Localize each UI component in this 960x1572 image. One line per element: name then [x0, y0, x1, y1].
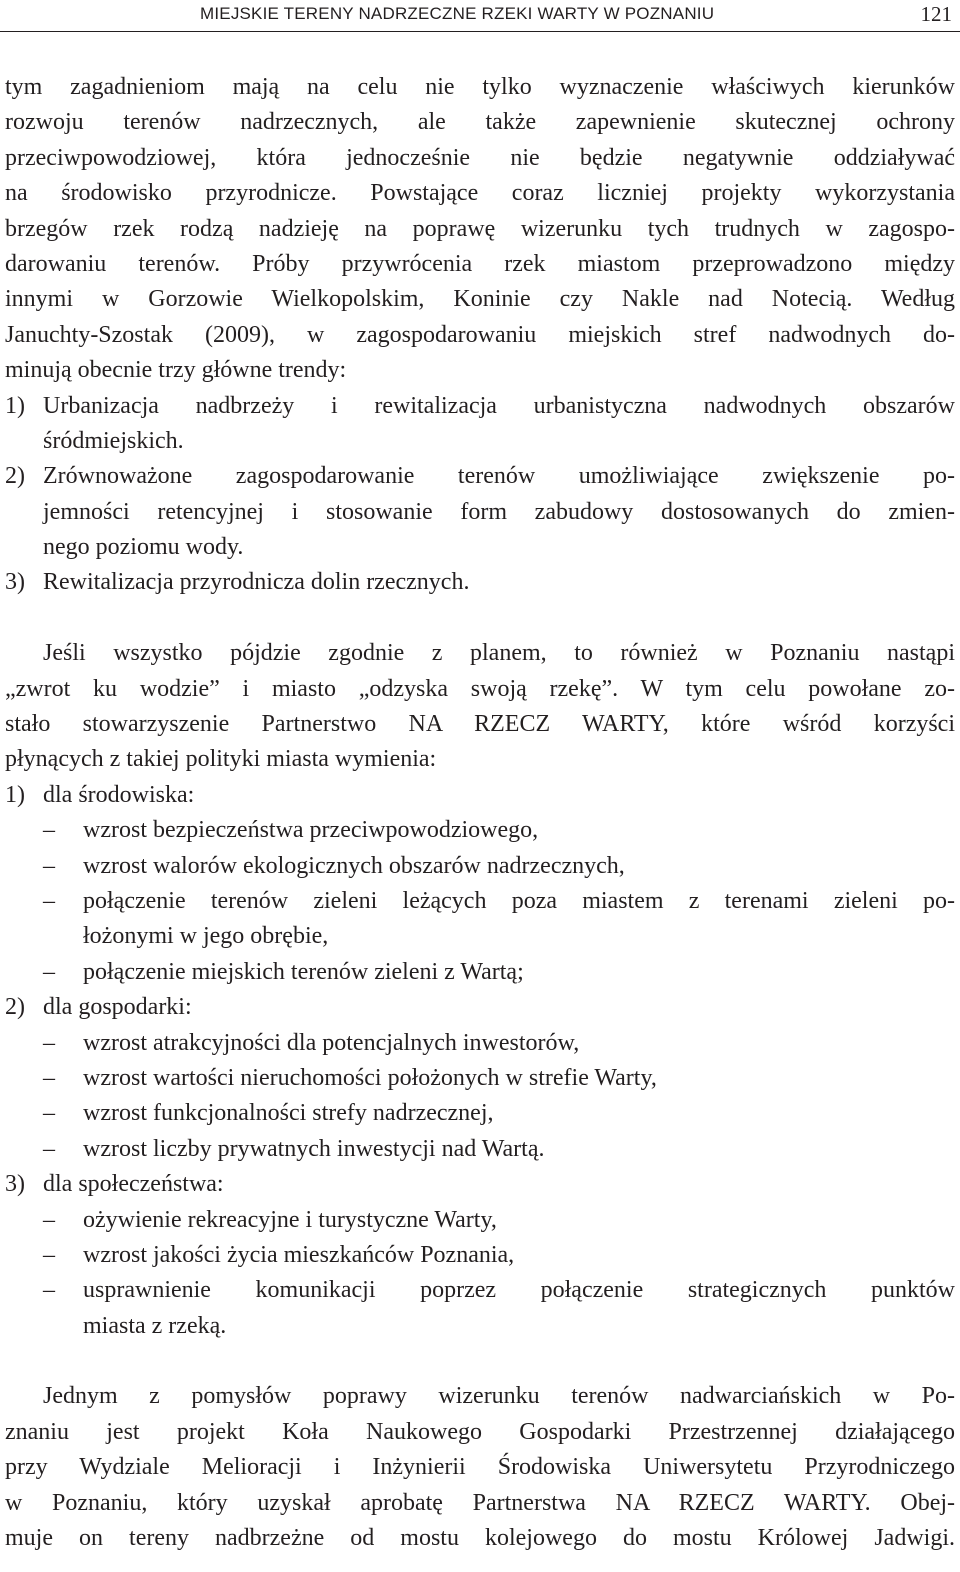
- benefit-item-text: połączenie miejskich terenów zieleni z Wartą;: [83, 958, 524, 985]
- list-item-continuation: jemności retencyjnej i stosowanie form zabudowy dostosowanych do zmien-: [43, 498, 955, 525]
- text-line: stało stowarzyszenie Partnerstwo NA RZECZ WARTY, które wśród korzyści: [5, 711, 955, 738]
- dash-bullet: –: [43, 1029, 55, 1056]
- text-line: w Poznaniu, który uzyskał aprobatę Partnerstwa NA RZECZ WARTY. Obej-: [5, 1489, 955, 1516]
- dash-bullet: –: [43, 852, 55, 879]
- dash-bullet: –: [43, 1206, 55, 1233]
- text-line: Jednym z pomysłów poprawy wizerunku terenów nadwarciańskich w Po-: [43, 1383, 955, 1410]
- benefit-item-text: wzrost bezpieczeństwa przeciwpowodziowego,: [83, 817, 539, 844]
- benefit-item-continuation: łożonymi w jego obrębie,: [83, 923, 329, 950]
- list-item-text: Zrównoważone zagospodarowanie terenów umożliwiające zwiększenie po-: [43, 463, 955, 490]
- body-text: [5, 70, 955, 1556]
- running-header-title: MIEJSKIE TERENY NADRZECZNE RZEKI WARTY W POZNANIU: [200, 4, 715, 23]
- text-line: płynących z takiej polityki miasta wymienia:: [5, 746, 437, 773]
- list-number: 1): [5, 392, 25, 419]
- list-item: [5, 459, 955, 494]
- list-item: [5, 565, 955, 600]
- paragraph-partnership: [5, 636, 955, 778]
- benefit-item: [5, 1238, 955, 1273]
- benefit-item-text: usprawnienie komunikacji poprzez połączenie strategicznych punktów: [83, 1277, 955, 1304]
- benefit-category-label: dla społeczeństwa:: [43, 1171, 224, 1198]
- paragraph-intro: [5, 70, 955, 389]
- paragraph-spacer: [5, 601, 955, 636]
- text-line: rozwoju terenów nadrzecznych, ale także zapewnienie skutecznej ochrony: [5, 109, 955, 136]
- paragraph-spacer: [5, 1344, 955, 1379]
- list-number: 2): [5, 463, 25, 490]
- benefit-item-text: wzrost atrakcyjności dla potencjalnych inwestorów,: [83, 1029, 580, 1056]
- list-item-continuation: nego poziomu wody.: [43, 534, 244, 561]
- benefit-item-text: wzrost funkcjonalności strefy nadrzecznej,: [83, 1100, 494, 1127]
- text-line: przy Wydziale Melioracji i Inżynierii Środowiska Uniwersytetu Przyrodniczego: [5, 1454, 955, 1481]
- paragraph-project: [5, 1379, 955, 1556]
- benefit-item: [5, 1273, 955, 1308]
- list-number: 3): [5, 569, 25, 596]
- text-line: Jeśli wszystko pójdzie zgodnie z planem, to również w Poznaniu nastąpi: [43, 640, 955, 667]
- text-line: innymi w Gorzowie Wielkopolskim, Koninie czy Nakle nad Notecią. Według: [5, 286, 955, 313]
- text-line: minują obecnie trzy główne trendy:: [5, 357, 347, 384]
- text-line: muje on tereny nadbrzeżne od mostu kolejowego do mostu Królowej Jadwigi.: [5, 1525, 955, 1552]
- benefit-category: [5, 990, 955, 1025]
- list-number: 3): [5, 1171, 25, 1198]
- benefit-item-text: wzrost jakości życia mieszkańców Poznania,: [83, 1241, 515, 1268]
- benefit-item: [5, 1203, 955, 1238]
- dash-bullet: –: [43, 958, 55, 985]
- text-line: Januchty-Szostak (2009), w zagospodarowaniu miejskich stref nadwodnych do-: [5, 321, 955, 348]
- text-line: „zwrot ku wodzie” i miasto „odzyska swoją rzekę”. W tym celu powołane zo-: [5, 675, 955, 702]
- benefit-item: [5, 955, 955, 990]
- benefit-item: [5, 1096, 955, 1131]
- benefit-category-label: dla środowiska:: [43, 781, 195, 808]
- benefit-item-text: wzrost liczby prywatnych inwestycji nad Wartą.: [83, 1135, 545, 1162]
- dash-bullet: –: [43, 887, 55, 914]
- text-line: darowaniu terenów. Próby przywrócenia rzek miastom przeprowadzono między: [5, 250, 955, 277]
- benefit-item-continuation: miasta z rzeką.: [83, 1312, 227, 1339]
- benefit-category-label: dla gospodarki:: [43, 994, 192, 1021]
- text-line: tym zagadnieniom mają na celu nie tylko wyznaczenie właściwych kierunków: [5, 74, 955, 100]
- benefit-item: [5, 813, 955, 848]
- list-item-continuation: śródmiejskich.: [43, 427, 184, 454]
- benefit-item-text: wzrost wartości nieruchomości położonych w strefie Warty,: [83, 1064, 657, 1091]
- benefit-item: [5, 849, 955, 884]
- text-line: znaniu jest projekt Koła Naukowego Gospodarki Przestrzennej działającego: [5, 1418, 955, 1445]
- benefit-item: [5, 1132, 955, 1167]
- list-item-text: Urbanizacja nadbrzeży i rewitalizacja urbanistyczna nadwodnych obszarów: [43, 392, 955, 419]
- dash-bullet: –: [43, 1064, 55, 1091]
- benefit-item-text: ożywienie rekreacyjne i turystyczne Warty,: [83, 1206, 497, 1233]
- benefits-list: [5, 778, 955, 1344]
- benefit-item: [5, 884, 955, 919]
- list-number: 2): [5, 994, 25, 1021]
- text-line: na środowisko przyrodnicze. Powstające coraz liczniej projekty wykorzystania: [5, 180, 955, 207]
- dash-bullet: –: [43, 1135, 55, 1162]
- text-line: brzegów rzek rodzą nadzieję na poprawę wizerunku tych trudnych w zagospo-: [5, 215, 955, 242]
- benefit-category: [5, 1167, 955, 1202]
- dash-bullet: –: [43, 1100, 55, 1127]
- benefit-item-text: wzrost walorów ekologicznych obszarów nadrzecznych,: [83, 852, 625, 879]
- header-rule: [0, 31, 960, 32]
- dash-bullet: –: [43, 817, 55, 844]
- dash-bullet: –: [43, 1241, 55, 1268]
- list-item-text: Rewitalizacja przyrodnicza dolin rzecznych.: [43, 569, 470, 596]
- benefit-item-text: połączenie terenów zieleni leżących poza miastem z terenami zieleni po-: [83, 887, 955, 914]
- list-item: [5, 389, 955, 424]
- text-line: przeciwpowodziowej, która jednocześnie nie będzie negatywnie oddziaływać: [5, 144, 955, 171]
- dash-bullet: –: [43, 1277, 55, 1304]
- running-header: [0, 0, 960, 32]
- benefit-item: [5, 1061, 955, 1096]
- list-number: 1): [5, 781, 25, 808]
- trends-list: [5, 389, 955, 601]
- page-number: 121: [920, 2, 952, 26]
- benefit-category: [5, 778, 955, 813]
- benefit-item: [5, 1026, 955, 1061]
